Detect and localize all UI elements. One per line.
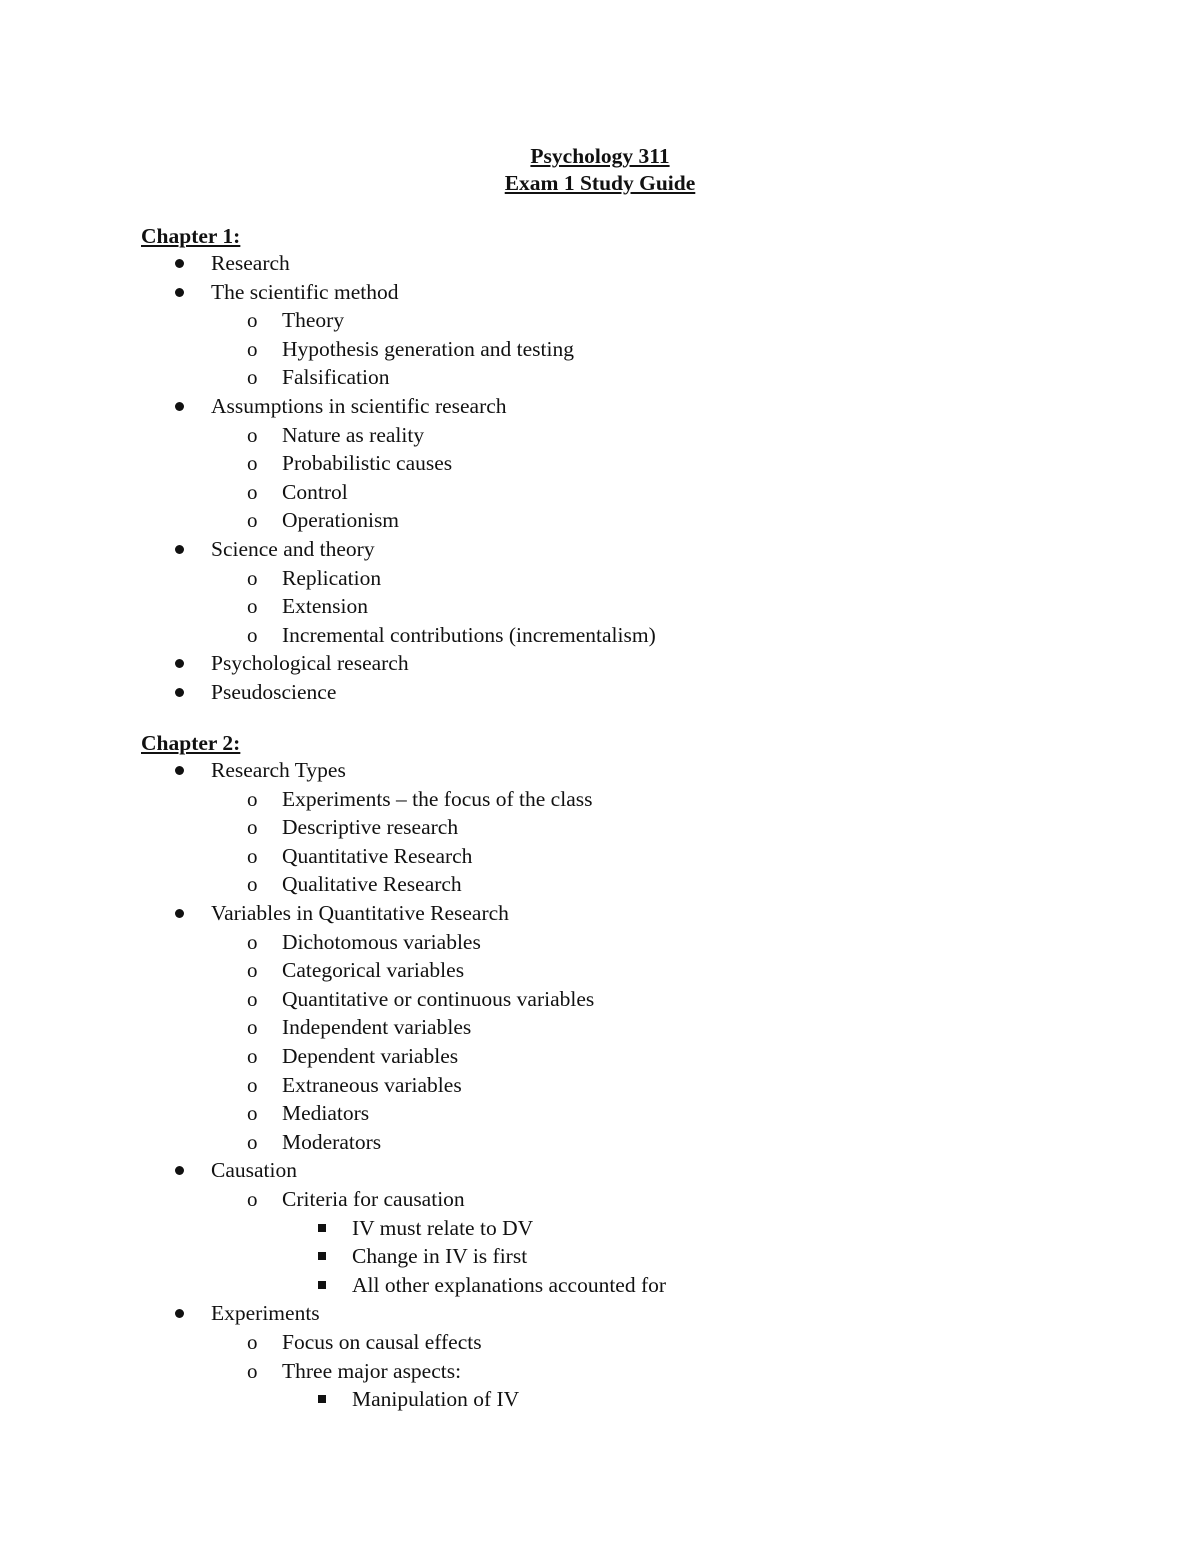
bullet-circle-icon: o: [247, 786, 258, 811]
outline-item-level-3: All other explanations accounted for: [352, 1272, 667, 1297]
outline-item-level-2: Descriptive research: [282, 815, 459, 840]
bullet-circle-icon: o: [247, 1129, 258, 1154]
bullet-circle-icon: o: [247, 1044, 258, 1068]
outline-item-level-1: Psychological research: [211, 651, 409, 676]
bullet-circle-icon: o: [247, 986, 258, 1011]
outline-item-level-2: Focus on causal effects: [282, 1330, 482, 1354]
outline-item-level-2: Probabilistic causes: [282, 451, 453, 476]
bullet-circle-icon: o: [247, 1015, 258, 1040]
outline-item-level-1: Research: [211, 251, 290, 275]
bullet-circle-icon: o: [247, 872, 258, 897]
outline-item-level-2: Quantitative or continuous variables: [282, 986, 595, 1011]
bullet-dot-icon: [175, 909, 184, 918]
outline-item-level-2: Falsification: [282, 365, 390, 390]
outline-item-level-3: Manipulation of IV: [352, 1387, 520, 1412]
outline-item-level-1: Science and theory: [211, 537, 375, 561]
bullet-square-icon: [318, 1395, 326, 1403]
bullet-circle-icon: o: [247, 365, 258, 390]
outline-item-level-2: Extension: [282, 594, 368, 619]
bullet-circle-icon: o: [247, 422, 258, 447]
outline-item-level-2: Dependent variables: [282, 1044, 459, 1068]
bullet-square-icon: [318, 1281, 326, 1289]
outline-item-level-2: Independent variables: [282, 1015, 472, 1040]
bullet-square-icon: [318, 1224, 326, 1232]
bullet-circle-icon: o: [247, 594, 258, 619]
outline-item-level-1: Assumptions in scientific research: [211, 394, 507, 418]
bullet-circle-icon: o: [247, 1101, 258, 1126]
bullet-circle-icon: o: [247, 1072, 258, 1097]
outline-item-level-3: Change in IV is first: [352, 1244, 528, 1269]
outline-item-level-1: The scientific method: [211, 279, 399, 304]
bullet-dot-icon: [175, 659, 184, 668]
outline-item-level-2: Replication: [282, 565, 382, 590]
bullet-square-icon: [318, 1252, 326, 1260]
outline-item-level-2: Operationism: [282, 508, 400, 533]
bullet-circle-icon: o: [247, 308, 258, 333]
bullet-circle-icon: o: [247, 929, 258, 954]
bullet-circle-icon: o: [247, 843, 258, 868]
bullet-dot-icon: [175, 688, 184, 697]
outline-item-level-2: Experiments – the focus of the class: [282, 786, 593, 811]
bullet-dot-icon: [175, 766, 184, 775]
outline-item-level-2: Criteria for causation: [282, 1187, 465, 1211]
bullet-circle-icon: o: [247, 508, 258, 533]
outline-item-level-2: Hypothesis generation and testing: [282, 336, 574, 361]
outline-item-level-2: Qualitative Research: [282, 872, 462, 897]
outline-item-level-2: Categorical variables: [282, 958, 465, 983]
bullet-dot-icon: [175, 288, 184, 297]
document-subtitle: Exam 1 Study Guide: [504, 171, 696, 195]
bullet-dot-icon: [175, 259, 184, 268]
outline-item-level-2: Incremental contributions (incrementalism): [282, 622, 656, 647]
outline-item-level-2: Three major aspects:: [282, 1358, 462, 1383]
bullet-circle-icon: o: [247, 1187, 258, 1211]
outline-item-level-2: Nature as reality: [282, 422, 425, 447]
outline-item-level-2: Extraneous variables: [282, 1072, 462, 1097]
bullet-dot-icon: [175, 1166, 184, 1175]
bullet-circle-icon: o: [247, 1330, 258, 1354]
document-title: Psychology 311: [530, 144, 670, 168]
bullet-dot-icon: [175, 545, 184, 554]
outline-item-level-1: Experiments: [211, 1301, 320, 1326]
outline-item-level-2: Dichotomous variables: [282, 929, 481, 954]
outline-item-level-2: Quantitative Research: [282, 843, 473, 868]
bullet-circle-icon: o: [247, 815, 258, 840]
outline-item-level-3: IV must relate to DV: [352, 1215, 534, 1240]
bullet-dot-icon: [175, 402, 184, 411]
outline-item-level-2: Theory: [282, 308, 345, 333]
chapter-heading: Chapter 2:: [141, 731, 241, 755]
bullet-circle-icon: o: [247, 451, 258, 476]
outline-item-level-1: Research Types: [211, 758, 346, 782]
bullet-circle-icon: o: [247, 958, 258, 983]
outline-item-level-1: Causation: [211, 1158, 297, 1183]
bullet-circle-icon: o: [247, 1358, 258, 1383]
outline-item-level-2: Control: [282, 479, 348, 504]
outline-item-level-1: Variables in Quantitative Research: [211, 901, 509, 925]
bullet-circle-icon: o: [247, 479, 258, 504]
bullet-circle-icon: o: [247, 336, 258, 361]
bullet-circle-icon: o: [247, 565, 258, 590]
bullet-dot-icon: [175, 1309, 184, 1318]
bullet-circle-icon: o: [247, 622, 258, 647]
outline-item-level-1: Pseudoscience: [211, 680, 337, 704]
outline-item-level-2: Mediators: [282, 1101, 370, 1126]
outline-item-level-2: Moderators: [282, 1129, 382, 1154]
chapter-heading: Chapter 1:: [141, 224, 241, 248]
